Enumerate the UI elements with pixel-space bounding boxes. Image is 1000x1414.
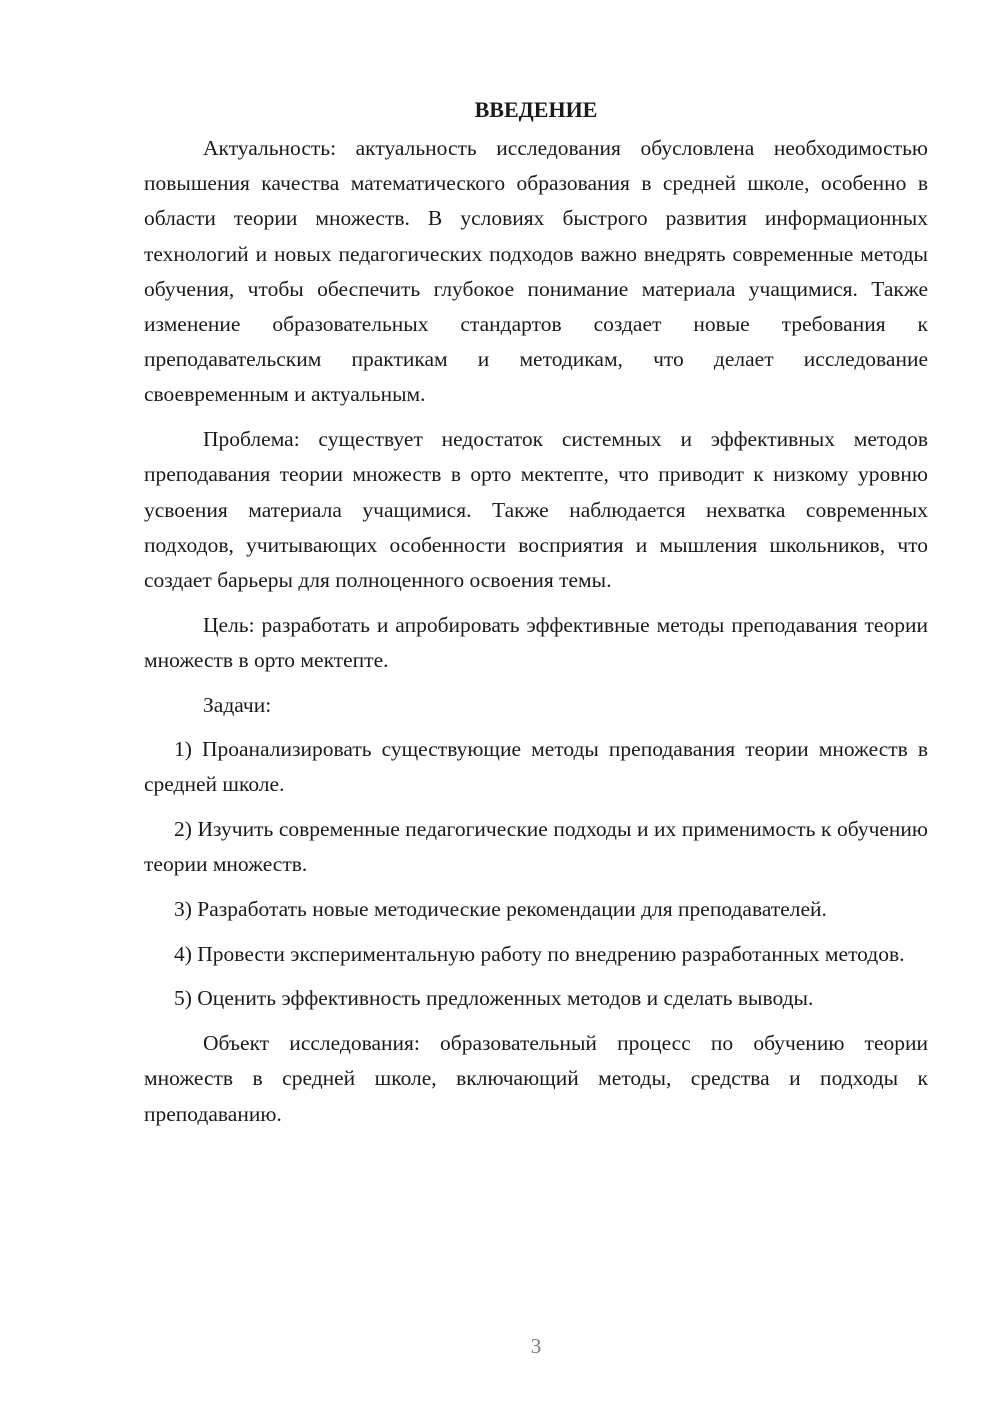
task-item-3: 3) Разработать новые методические рекомендации для преподавателей. (174, 897, 827, 922)
paragraph-problem: Проблема: существует недостаток системных и эффективных методов преподавания теории множеств в орто мектепте, что приводит к низкому уровню усвоения материала учащимися. Также наблюдается нехватка современных подходов, учитывающих особенности восприятия и мышления школьников, что создает барьеры для полноценного освоения темы. (144, 427, 928, 592)
tasks-label: Задачи: (203, 692, 272, 717)
page-number: 3 (530, 1334, 542, 1358)
section-heading: ВВЕДЕНИЕ (474, 97, 598, 122)
paragraph-relevance: Актуальность: актуальность исследования обусловлена необходимостью повышения качества математического образования в средней школе, особенно в области теории множеств. В условиях быстрого развития информационных технологий и новых педагогических подходов важно внедрять современные методы обучения, чтобы обеспечить глубокое понимание материала учащимися. Также изменение образовательных стандартов создает новые требования к преподавательским практикам и методикам, что делает исследование своевременным и актуальным. (144, 136, 928, 407)
paragraph-object: Объект исследования: образовательный процесс по обучению теории множеств в средней школе, включающий методы, средства и подходы к преподаванию. (144, 1031, 928, 1126)
task-item-4: 4) Провести экспериментальную работу по внедрению разработанных методов. (174, 941, 905, 966)
task-item-2: 2) Изучить современные педагогические подходы и их применимость к обучению теории множеств. (144, 817, 928, 877)
paragraph-goal: Цель: разработать и апробировать эффективные методы преподавания теории множеств в орто мектепте. (144, 612, 928, 672)
task-item-1: 1) Проанализировать существующие методы преподавания теории множеств в средней школе. (144, 737, 928, 797)
document-page (144, 92, 928, 1132)
task-item-5: 5) Оценить эффективность предложенных методов и сделать выводы. (174, 986, 814, 1011)
